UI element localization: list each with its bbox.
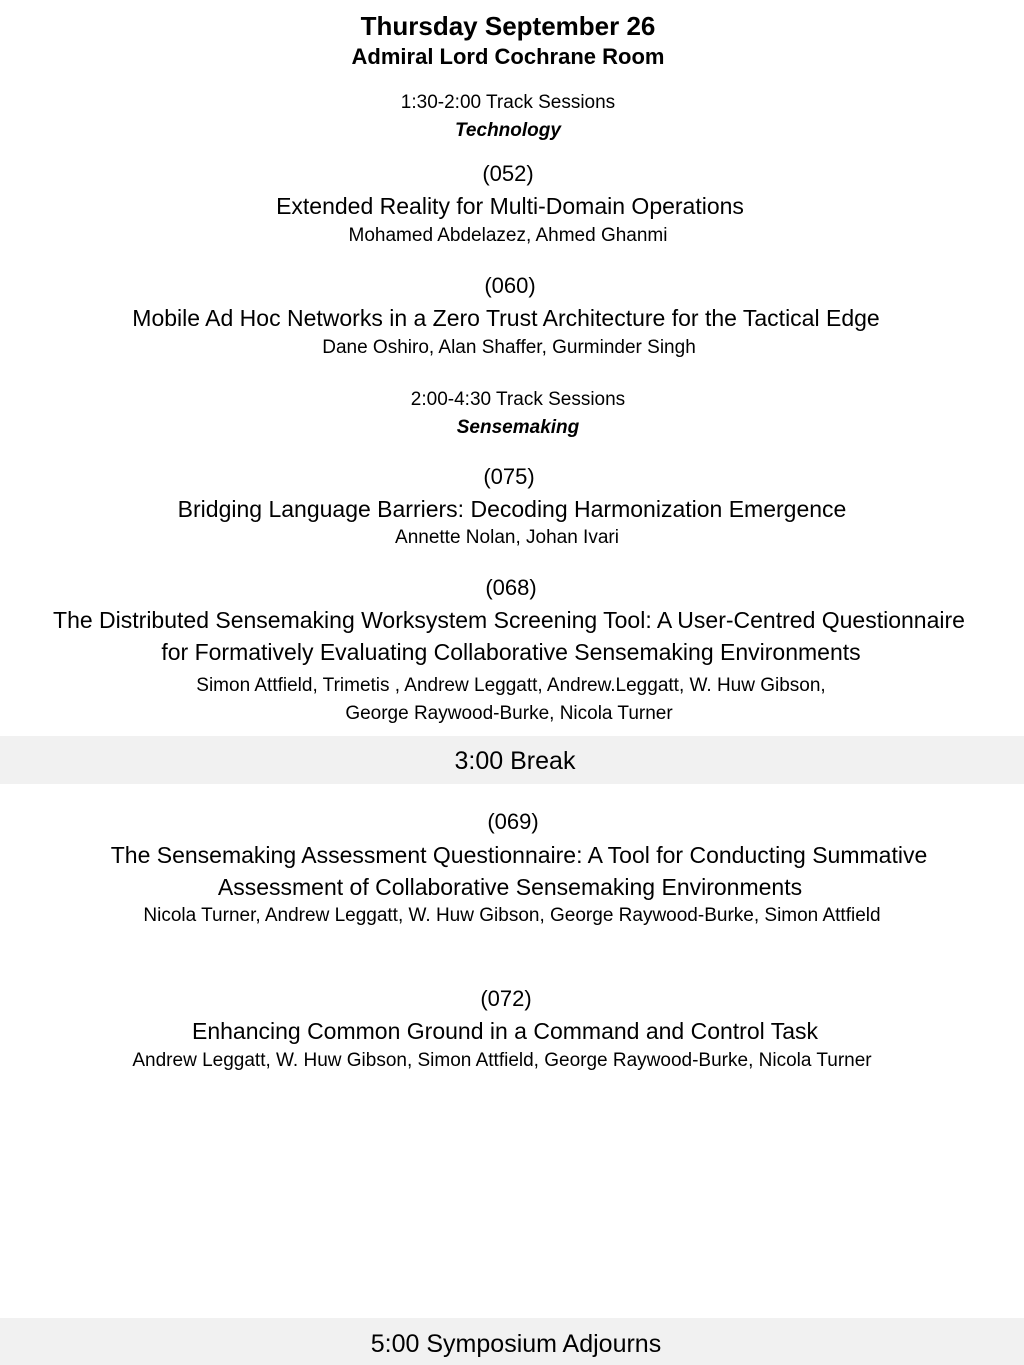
paper-title: Bridging Language Barriers: Decoding Harmonization Emergence bbox=[177, 496, 847, 522]
paper-code: (052) bbox=[482, 161, 534, 186]
adjourn-bar bbox=[0, 1318, 1024, 1365]
paper-title: Mobile Ad Hoc Networks in a Zero Trust Architecture for the Tactical Edge bbox=[132, 305, 880, 331]
paper-authors: Simon Attfield, Trimetis , Andrew Leggatt, Andrew.Leggatt, W. Huw Gibson, bbox=[196, 675, 826, 696]
adjourn-label: 5:00 Symposium Adjourns bbox=[370, 1330, 662, 1358]
paper-title: Assessment of Collaborative Sensemaking Environments bbox=[217, 874, 803, 900]
track-name: Technology bbox=[455, 120, 561, 141]
paper-title: Extended Reality for Multi-Domain Operations bbox=[276, 193, 744, 219]
paper-authors: Nicola Turner, Andrew Leggatt, W. Huw Gibson, George Raywood-Burke, Simon Attfield bbox=[143, 905, 881, 926]
session-time: 1:30-2:00 Track Sessions bbox=[400, 92, 616, 113]
paper-title: The Distributed Sensemaking Worksystem Screening Tool: A User-Centred Questionnaire bbox=[53, 607, 965, 633]
track-name: Sensemaking bbox=[456, 417, 580, 438]
paper-code: (060) bbox=[484, 273, 536, 298]
paper-code: (072) bbox=[480, 986, 532, 1011]
paper-title: Enhancing Common Ground in a Command and Control Task bbox=[191, 1018, 819, 1044]
paper-authors: Annette Nolan, Johan Ivari bbox=[395, 527, 619, 548]
paper-title: for Formatively Evaluating Collaborative Sensemaking Environments bbox=[161, 639, 861, 665]
room-heading: Admiral Lord Cochrane Room bbox=[351, 44, 665, 69]
break-bar bbox=[0, 736, 1024, 784]
paper-code: (068) bbox=[485, 575, 537, 600]
paper-code: (069) bbox=[487, 809, 539, 834]
paper-title: The Sensemaking Assessment Questionnaire: A Tool for Conducting Summative bbox=[110, 842, 928, 868]
break-label: 3:00 Break bbox=[454, 747, 576, 775]
paper-code: (075) bbox=[483, 464, 535, 489]
paper-authors: Dane Oshiro, Alan Shaffer, Gurminder Singh bbox=[322, 337, 696, 358]
paper-authors: George Raywood-Burke, Nicola Turner bbox=[345, 703, 673, 724]
day-heading: Thursday September 26 bbox=[360, 11, 656, 41]
paper-authors: Andrew Leggatt, W. Huw Gibson, Simon Attfield, George Raywood-Burke, Nicola Turner bbox=[132, 1050, 872, 1071]
paper-authors: Mohamed Abdelazez, Ahmed Ghanmi bbox=[348, 225, 668, 246]
session-time: 2:00-4:30 Track Sessions bbox=[410, 389, 626, 410]
